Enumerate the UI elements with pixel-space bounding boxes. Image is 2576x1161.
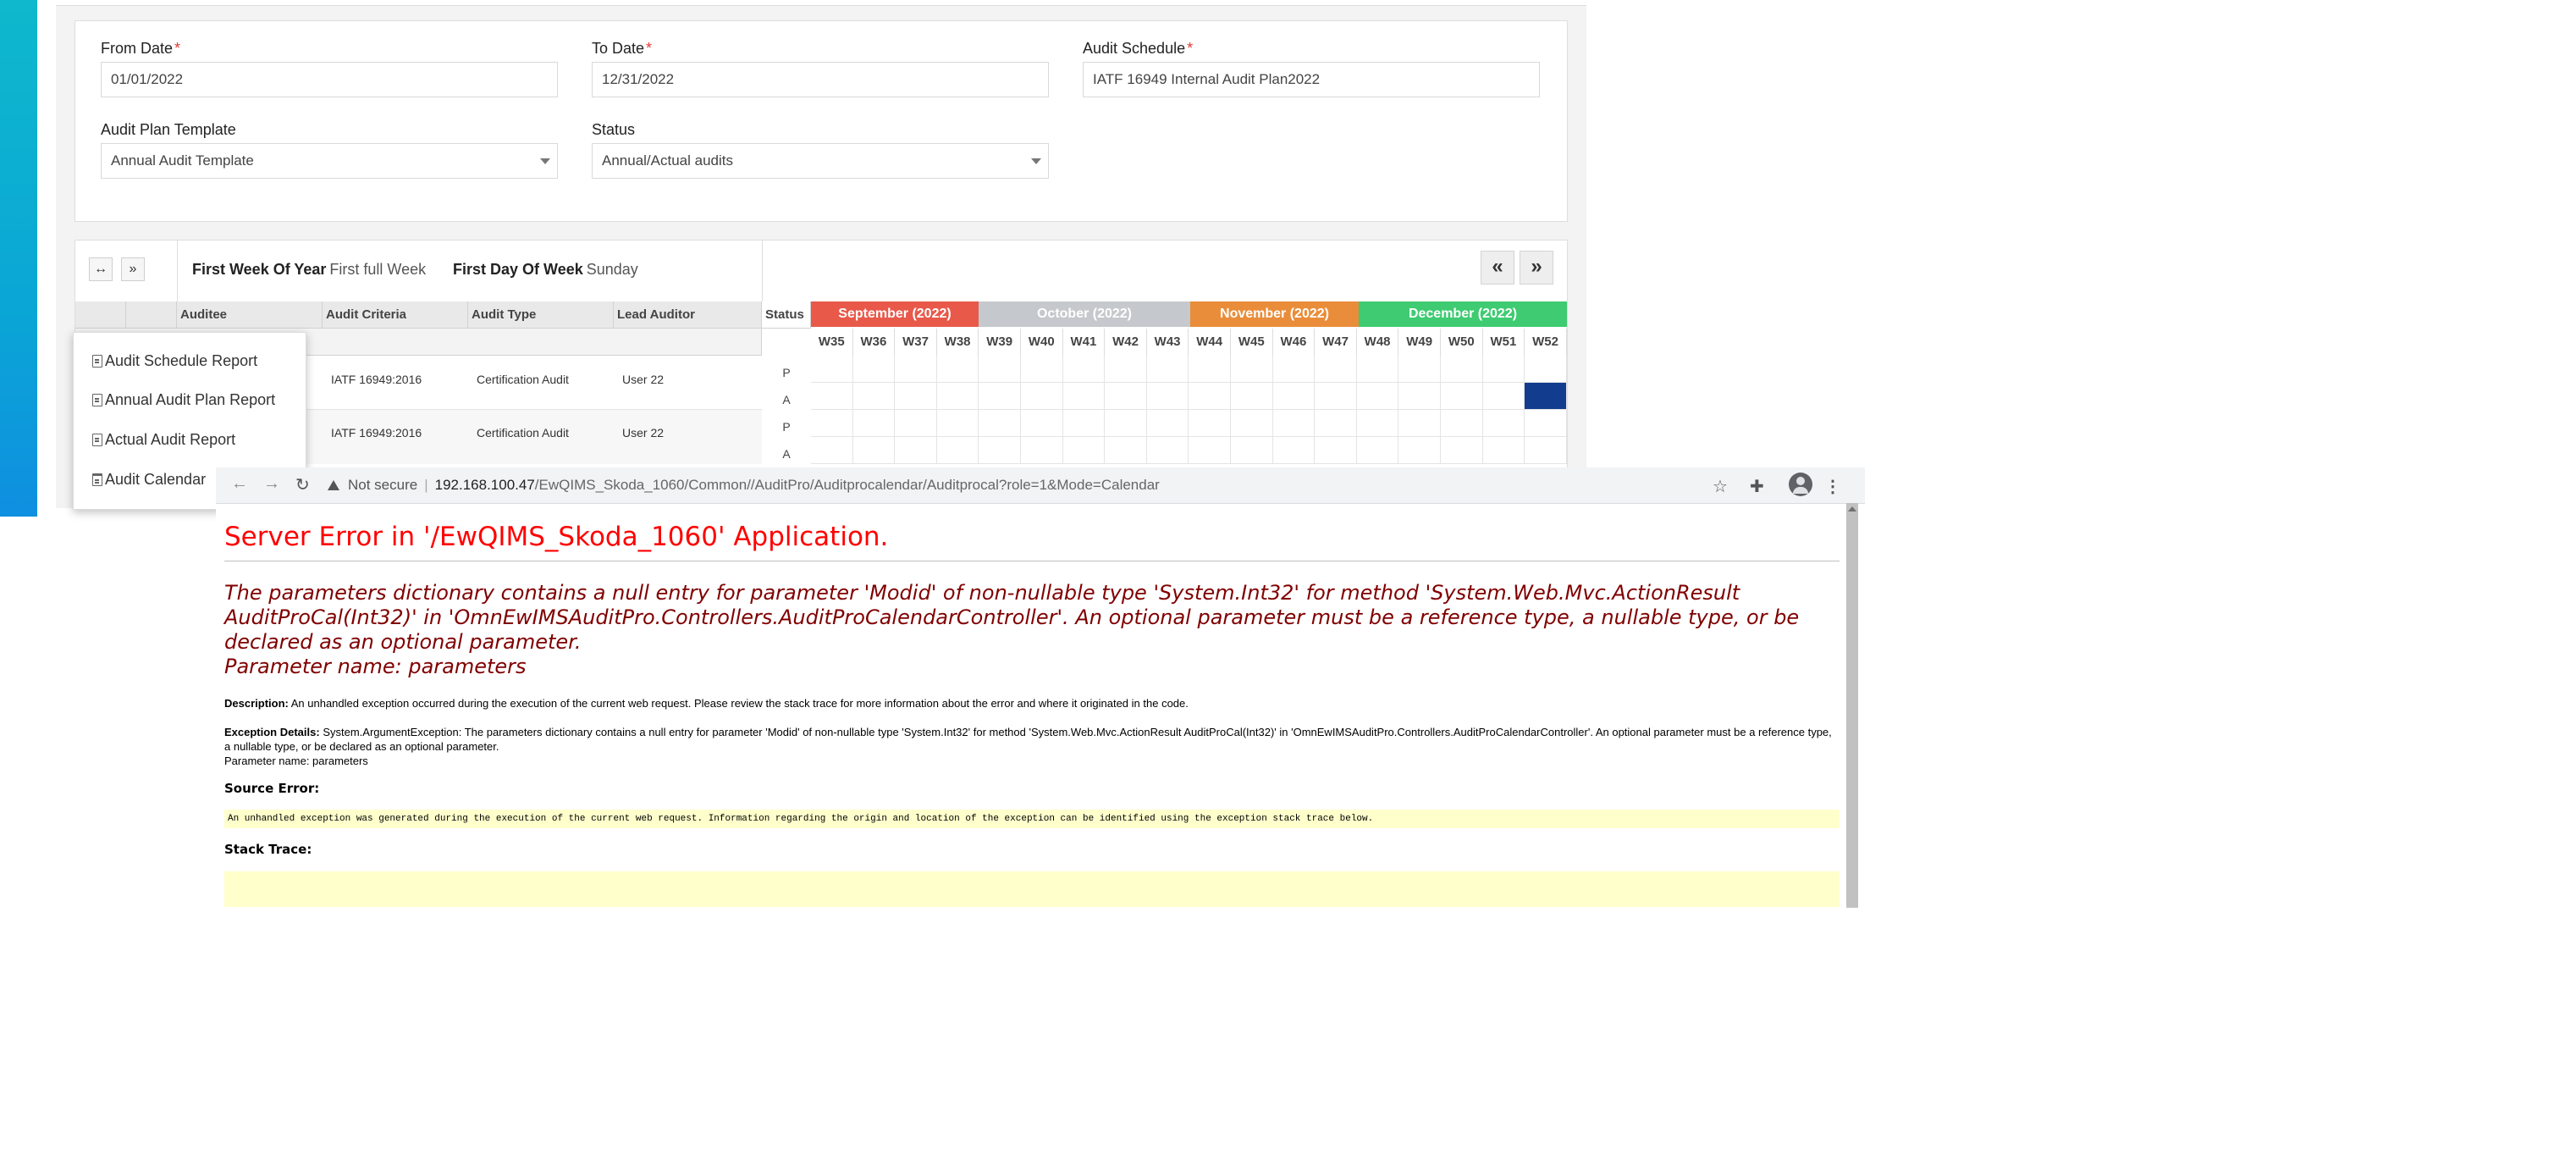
audit-schedule-group [1083, 40, 1540, 97]
week-cell[interactable] [1105, 437, 1147, 464]
stack-trace-label: Stack Trace: [224, 842, 312, 857]
week-cell[interactable] [1441, 383, 1483, 410]
source-error-box [224, 810, 1840, 828]
audit-schedule-label: Audit Schedule * [1083, 40, 1194, 57]
row2-status-actual: A [782, 447, 791, 461]
url-separator: | [424, 477, 428, 493]
month-december: December (2022) [1359, 301, 1567, 327]
url-field[interactable] [328, 474, 1160, 496]
col-handle-2 [126, 301, 177, 329]
col-audit-criteria[interactable]: Audit Criteria [323, 301, 468, 329]
menu-item-actual-audit-report[interactable] [92, 428, 235, 451]
row1-status-planned: P [782, 366, 791, 379]
week-header: W52 [1525, 329, 1567, 356]
col-handle-1 [75, 301, 126, 329]
week-header: W37 [895, 329, 937, 356]
week-cell[interactable] [1147, 356, 1189, 383]
week-cell[interactable] [937, 410, 979, 437]
url-host: 192.168.100.47 [434, 477, 535, 493]
week-cell[interactable] [811, 383, 853, 410]
month-october: October (2022) [979, 301, 1190, 327]
week-cell[interactable] [1021, 410, 1063, 437]
week-cell[interactable] [1147, 410, 1189, 437]
week-cell[interactable] [1483, 437, 1525, 464]
first-week-of-year [192, 261, 426, 279]
week-cell[interactable] [1315, 356, 1357, 383]
extensions-icon[interactable]: ✚ [1750, 478, 1764, 496]
calendar-icon [92, 473, 102, 486]
week-cell[interactable] [1231, 356, 1273, 383]
week-header: W38 [937, 329, 979, 356]
menu-item-label: Actual Audit Report [105, 431, 236, 448]
exception-label: Exception Details: [224, 726, 320, 738]
audit-plan-template-value: Annual Audit Template [111, 152, 254, 169]
week-cell[interactable] [1273, 383, 1316, 410]
more-options-icon[interactable]: ⋮ [1824, 478, 1841, 496]
week-cell[interactable] [1357, 410, 1399, 437]
week-cell[interactable] [1398, 410, 1441, 437]
exception-param-line: Parameter name: parameters [224, 755, 368, 767]
week-cell[interactable] [1273, 410, 1316, 437]
audit-plan-template-group [101, 121, 558, 179]
week-header: W41 [1063, 329, 1106, 356]
month-september: September (2022) [811, 301, 979, 327]
app-top-edge [56, 0, 1586, 6]
menu-item-annual-audit-plan-report[interactable] [92, 389, 275, 411]
first-week-value: First full Week [329, 261, 427, 278]
row1-audit-criteria: IATF 16949:2016 [331, 373, 422, 386]
first-day-value: Sunday [586, 261, 638, 278]
week-cell[interactable] [979, 437, 1021, 464]
week-cell[interactable] [1231, 437, 1273, 464]
col-audit-type[interactable]: Audit Type [468, 301, 614, 329]
profile-icon[interactable] [1789, 473, 1812, 496]
week-header: W42 [1105, 329, 1147, 356]
browser-window [216, 467, 1865, 908]
week-cell[interactable] [895, 437, 937, 464]
reload-icon[interactable]: ↻ [295, 476, 310, 495]
week-cell[interactable] [1189, 410, 1231, 437]
to-date-input[interactable]: 12/31/2022 [592, 62, 1049, 97]
week-cell[interactable] [937, 356, 979, 383]
warning-icon [328, 480, 339, 490]
week-header: W35 [811, 329, 853, 356]
week-cell[interactable] [937, 437, 979, 464]
week-cell[interactable] [1441, 356, 1483, 383]
week-cell[interactable] [1315, 410, 1357, 437]
vertical-scrollbar[interactable] [1846, 503, 1858, 908]
week-cell[interactable] [1105, 356, 1147, 383]
source-error-text: An unhandled exception was generated during the execution of the current web request. Information regarding the origin and location of the exception can be identified using the exception stack trace below. [228, 814, 1374, 824]
week-header: W47 [1315, 329, 1357, 356]
week-cell[interactable] [1357, 437, 1399, 464]
source-error-label: Source Error: [224, 781, 320, 796]
week-cell[interactable] [1021, 356, 1063, 383]
week-header: W44 [1189, 329, 1231, 356]
week-cell[interactable] [1483, 383, 1525, 410]
row1-status-actual: A [782, 393, 791, 406]
file-icon [92, 434, 102, 446]
scroll-up-icon[interactable] [1848, 506, 1856, 511]
filter-form [74, 20, 1568, 222]
week-cell[interactable] [1063, 410, 1106, 437]
not-secure-label: Not secure [348, 477, 418, 493]
week-cell[interactable] [1189, 356, 1231, 383]
week-cell[interactable] [895, 356, 937, 383]
week-cell[interactable] [811, 437, 853, 464]
row1-audit-type: Certification Audit [477, 373, 569, 386]
week-cell[interactable] [1189, 437, 1231, 464]
forward-icon[interactable]: → [263, 474, 280, 493]
exception-text: System.ArgumentException: The parameters dictionary contains a null entry for parameter 'Modid' of non-nullable type 'System.Int32' for method 'System.Web.Mvc.ActionResult AuditProCal(Int32)' in 'OmnEwIMSAuditPro.Controllers.AuditProCalendarController'. An optional parameter must be a reference type, a nullable type, or be declared as an optional parameter. [224, 726, 1832, 753]
actual-audit-marker[interactable] [1525, 383, 1567, 410]
file-icon [92, 394, 102, 406]
week-header: W50 [1441, 329, 1483, 356]
week-header: W40 [1021, 329, 1063, 356]
week-cell[interactable] [1357, 383, 1399, 410]
week-cell[interactable] [1441, 410, 1483, 437]
error-message-text: The parameters dictionary contains a null entry for parameter 'Modid' of non-nullable type 'System.Int32' for method 'System.Web.Mvc.ActionResult AuditProCal(Int32)' in 'OmnEwIMSAuditPro.Controllers.AuditProCalendarController'. An optional parameter must be a reference type, a nullable type, or be declared as an optional parameter. [224, 581, 1800, 654]
week-cell[interactable] [1105, 383, 1147, 410]
first-week-label: First Week Of Year [192, 261, 327, 278]
row1-lead-auditor: User 22 [622, 373, 665, 386]
week-cell[interactable] [1147, 437, 1189, 464]
menu-item-label: Audit Schedule Report [105, 352, 258, 369]
week-cell[interactable] [1063, 356, 1106, 383]
menu-item-audit-calendar[interactable] [92, 468, 206, 490]
week-cell[interactable] [1441, 437, 1483, 464]
address-bar [216, 467, 1865, 504]
week-cell[interactable] [937, 383, 979, 410]
error-param-line: Parameter name: parameters [224, 655, 527, 678]
week-cell[interactable] [853, 437, 896, 464]
audit-plan-template-select[interactable] [101, 143, 558, 179]
next-period-button[interactable]: » [1520, 251, 1553, 285]
week-header: W39 [979, 329, 1021, 356]
error-title: Server Error in '/EwQIMS_Skoda_1060' Application. [224, 522, 889, 552]
expand-button[interactable]: ↔ [89, 257, 113, 281]
menu-item-label: Audit Calendar [105, 471, 207, 488]
from-date-label: From Date * [101, 40, 181, 57]
week-cell[interactable] [979, 410, 1021, 437]
week-cell[interactable] [1525, 437, 1567, 464]
menu-item-label: Annual Audit Plan Report [105, 391, 276, 408]
status-value: Annual/Actual audits [602, 152, 733, 169]
back-icon[interactable]: ← [231, 474, 248, 493]
to-date-group [592, 40, 1049, 97]
week-cell[interactable] [1147, 383, 1189, 410]
row2-status-planned: P [782, 420, 791, 434]
week-cell[interactable] [811, 410, 853, 437]
row2-audit-type: Certification Audit [477, 426, 569, 440]
week-header: W36 [853, 329, 896, 356]
week-cell[interactable] [1398, 437, 1441, 464]
description-text: An unhandled exception occurred during the execution of the current web request. Please review the stack trace for more information about the error and where it originated in the code. [290, 697, 1189, 710]
first-day-label: First Day Of Week [453, 261, 583, 278]
week-cell[interactable] [811, 356, 853, 383]
calendar-toolbar [75, 240, 763, 301]
week-cell[interactable] [1105, 410, 1147, 437]
week-cell[interactable] [1273, 356, 1316, 383]
week-cell[interactable] [1189, 383, 1231, 410]
week-cell[interactable] [1231, 383, 1273, 410]
col-status: Status [762, 301, 811, 329]
week-cell[interactable] [1398, 356, 1441, 383]
row2-lead-auditor: User 22 [622, 426, 665, 440]
col-lead-auditor[interactable]: Lead Auditor [614, 301, 762, 329]
week-header: W51 [1483, 329, 1525, 356]
left-accent-bar [0, 0, 37, 517]
url-path: /EwQIMS_Skoda_1060/Common//AuditPro/Auditprocalendar/Auditprocal?role=1&Mode=Calendar [534, 477, 1160, 493]
audit-schedule-input[interactable]: IATF 16949 Internal Audit Plan2022 [1083, 62, 1540, 97]
week-cell[interactable] [1021, 437, 1063, 464]
stack-trace-box [224, 871, 1840, 907]
week-cell[interactable] [979, 356, 1021, 383]
week-cell[interactable] [1483, 356, 1525, 383]
description-label: Description: [224, 697, 289, 710]
prev-period-button[interactable]: « [1481, 251, 1514, 285]
week-cell[interactable] [853, 356, 896, 383]
audit-plan-template-label: Audit Plan Template [101, 121, 236, 138]
week-cell[interactable] [1021, 383, 1063, 410]
week-cell[interactable] [1315, 437, 1357, 464]
chevron-down-icon [540, 158, 550, 164]
week-header: W49 [1398, 329, 1441, 356]
week-header: W45 [1231, 329, 1273, 356]
week-cell[interactable] [1525, 356, 1567, 383]
week-header: W43 [1147, 329, 1189, 356]
error-message [224, 581, 1816, 679]
week-cell[interactable] [853, 383, 896, 410]
star-icon[interactable]: ☆ [1713, 478, 1728, 496]
week-cell[interactable] [1525, 410, 1567, 437]
week-cell[interactable] [853, 410, 896, 437]
chevron-down-icon [1031, 158, 1041, 164]
col-auditee[interactable]: Auditee [177, 301, 323, 329]
from-date-group [101, 40, 558, 97]
week-cell[interactable] [1357, 356, 1399, 383]
week-cell[interactable] [1315, 383, 1357, 410]
month-november: November (2022) [1190, 301, 1359, 327]
to-date-label: To Date * [592, 40, 653, 57]
week-header: W48 [1357, 329, 1399, 356]
week-cell[interactable] [1398, 383, 1441, 410]
file-icon [92, 355, 102, 368]
status-label: Status [592, 121, 636, 138]
week-cell[interactable] [979, 383, 1021, 410]
menu-item-audit-schedule-report[interactable] [92, 350, 257, 372]
week-cell[interactable] [1273, 437, 1316, 464]
week-cell[interactable] [1063, 437, 1106, 464]
from-date-input[interactable]: 01/01/2022 [101, 62, 558, 97]
row2-audit-criteria: IATF 16949:2016 [331, 426, 422, 440]
first-day-of-week [453, 261, 638, 279]
week-cell[interactable] [1063, 383, 1106, 410]
week-cell[interactable] [895, 410, 937, 437]
error-description [224, 696, 1833, 710]
week-header: W46 [1273, 329, 1316, 356]
status-select[interactable] [592, 143, 1049, 179]
week-cell[interactable] [1483, 410, 1525, 437]
week-cell[interactable] [895, 383, 937, 410]
week-cell[interactable] [1231, 410, 1273, 437]
next-column-button[interactable]: » [121, 257, 145, 281]
status-group [592, 121, 1049, 179]
exception-details [224, 725, 1833, 768]
